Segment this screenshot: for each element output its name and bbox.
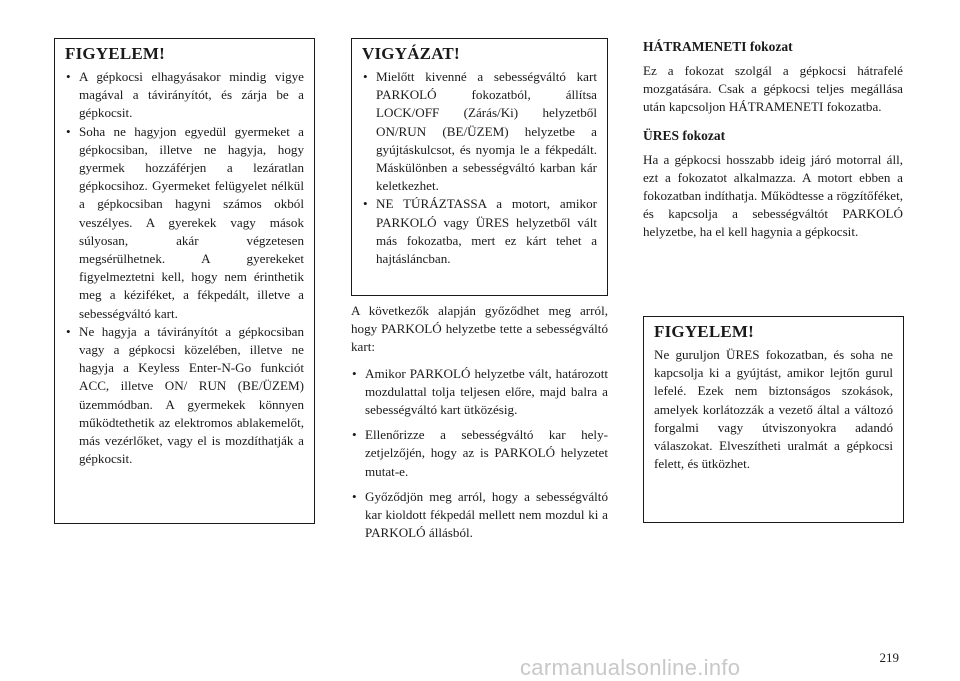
reverse-paragraph: Ez a fokozat szolgál a gépkocsi hátrafelé mozgatására. Csak a gépkocsi teljes megállása után kapcsoljon HÁTRAMENETI fokozatba. <box>643 63 903 115</box>
list-item: • Soha ne hagyjon egyedül gyermeket a gépkocsiban, illetve ne hagyja, hogy gyermek hozzáférjen a lezáratlan gépkocsihoz. Gyermeket felügyelet nélkül a gépkocsiban hagyni számos okból veszélyes. A gyerekek vagy mások súlyosan, akár végzetesen megsérülhetnek. A gyerekeket figyelmeztetni kell, hogy nem érinthetik meg a kéziféket, a fékpedált, illetve a sebességváltó kart. <box>65 123 304 323</box>
list-item: • NE TÚRÁZTASSA a motort, amikor PARKOLÓ vagy ÜRES helyzetből vált más fokozatba, mert ez kárt tehet a hajtásláncban. <box>362 195 597 268</box>
caution-title: VIGYÁZAT! <box>362 44 460 63</box>
intro-paragraph: A következők alapján győződhet meg arról, hogy PARKOLÓ helyzetbe tette a sebességváltó kart: <box>351 303 608 355</box>
watermark: carmanualsonline.info <box>520 655 741 680</box>
caution-list <box>362 68 597 268</box>
warning-list <box>65 68 304 468</box>
page-number: 219 <box>879 650 899 665</box>
check-list <box>351 365 608 543</box>
list-item: • Ellenőrizze a sebességváltó kar helyzetjelzőjén, hogy az is PARKOLÓ helyzetet mutat-e. <box>351 426 608 481</box>
neutral-paragraph: Ha a gépkocsi hosszabb ideig járó motorral áll, ezt a fokozatot alkalmazza. A motort ebben a fokozatban indíthatja. Működtesse a rögzítőféket, és kapcsolja a sebességváltót PARKOLÓ helyzetbe, ha el kell hagynia a gépkocsit. <box>643 151 903 240</box>
list-item: • Amikor PARKOLÓ helyzetbe vált, határozott mozdulattal tolja teljesen előre, majd balra a sebességváltó kart ütközésig. <box>351 365 608 420</box>
warning-title: FIGYELEM! <box>654 322 755 341</box>
warning-title: FIGYELEM! <box>65 44 166 63</box>
caution-box <box>351 38 608 296</box>
list-item: • Mielőtt kivenné a sebességváltó kart PARKOLÓ fokozatból, állítsa LOCK/OFF (Zárás/Ki) helyzetből ON/RUN (BE/ÜZEM) helyzetbe a gyújtáskulcsot, és nyomja le a fékpedált. Máskülönben a sebességváltó karban kár keletkezhet. <box>362 68 597 195</box>
section-heading-reverse: HÁTRAMENETI fokozat <box>643 39 793 54</box>
warning-box-left <box>54 38 315 524</box>
warning-box-right <box>643 316 904 523</box>
warning-text: Ne guruljon ÜRES fokozatban, és soha ne kapcsolja ki a gyújtást, amikor lejtőn gurul lefelé. Ezek nem biztonságos szokások, amelyek korlátozzák a vezető által a változó forgalmi vagy útviszonyokra adandó válaszokat. Elveszítheti uralmát a gépkocsi felett, és ütközhet. <box>654 347 893 472</box>
right-column-text <box>643 38 903 242</box>
middle-column-text <box>351 302 608 549</box>
list-item: • A gépkocsi elhagyásakor mindig vigye magával a távirányítót, és zárja be a gépkocsit. <box>65 68 304 123</box>
section-heading-neutral: ÜRES fokozat <box>643 127 726 143</box>
list-item: • Győződjön meg arról, hogy a sebességváltó kar kioldott fékpedál mellett nem mozdul ki a PARKOLÓ állásból. <box>351 488 608 543</box>
list-item: • Ne hagyja a távirányítót a gépkocsiban vagy a gépkocsi közelében, illetve ne hagyja a Keyless Enter-N-Go funkciót ACC, illetve ON/ RUN (BE/ÜZEM) üzemmódban. A gyermekek könnyen működtethetik az elektromos ablakemelőt, más vezérlőket, vagy el is mozdíthatják a gépkocsit. <box>65 323 304 469</box>
